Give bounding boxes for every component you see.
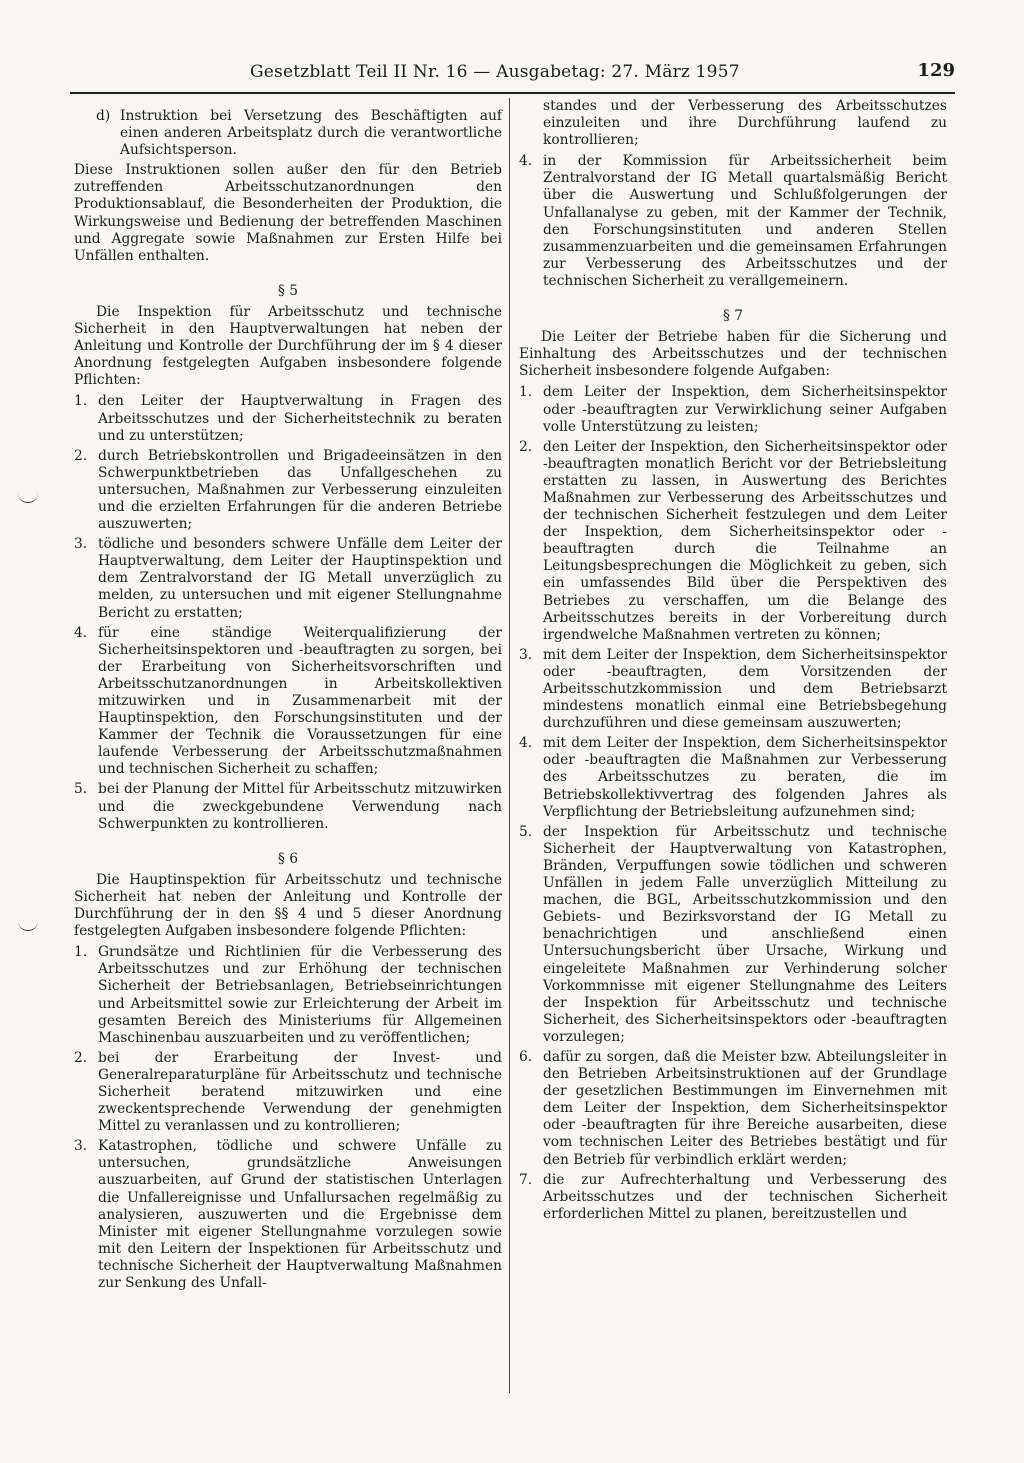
header-title: Gesetzblatt Teil II Nr. 16 — Ausgabetag: 27. März 1957 — [250, 62, 740, 82]
item-number: 7. — [519, 1171, 533, 1188]
list-item — [74, 944, 502, 1047]
column-divider — [509, 98, 510, 1393]
item-number: 3. — [519, 646, 533, 663]
item-number: 5. — [74, 781, 88, 798]
paragraph: Die Inspektion für Arbeitsschutz und technische Sicherheit in den Hauptverwaltungen hat neben der Anleitung und Kontrolle der Durchführung der im § 4 dieser Anordnung festgelegten Aufgaben insbesondere folgende Pflichten: — [74, 303, 502, 389]
list-item — [74, 448, 502, 533]
page-number: 129 — [917, 60, 955, 81]
item-text: in der Kommission für Arbeitssicherheit beim Zentralvorstand der IG Metall quartalsmäßig Bericht über die Auswertung und Schlußfolgerungen der Unfallanalyse zu geben, mit der Kammer der Technik, den Forschungsinstituten und anderen Stellen zusammenzuarbeiten und die gemeinsamen Erfahrungen zur Verbesserung des Arbeitsschutzes und der technischen Sicherheit zu verallgemeinern. — [543, 153, 947, 289]
list-item — [74, 625, 502, 779]
list-item — [74, 781, 502, 832]
list-item — [519, 647, 947, 732]
paragraph: Diese Instruktionen sollen außer den für den Betrieb zutreffenden Arbeitsschutzanordnungen den Produktionsablauf, die Besonderheiten der Produktion, die Wirkungsweise und Bedienung der betreffenden Maschinen und Aggregate sowie Maßnahmen zur Ersten Hilfe bei Unfällen enthalten. — [74, 162, 502, 264]
paragraph: standes und der Verbesserung des Arbeitsschutzes einzuleiten und ihre Durchführung laufend zu kontrollieren; — [543, 98, 947, 149]
item-text: mit dem Leiter der Inspektion, dem Sicherheitsinspektor oder -beauftragten, dem Vorsitzenden der Arbeitsschutzkommission und dem Betriebsarzt mindestens monatlich einmal eine Betriebsbegehung durchzuführen und diese gemeinsam auszuwerten; — [543, 646, 947, 732]
section-heading: § 6 — [277, 850, 299, 867]
item-number: 2. — [74, 447, 88, 464]
header-rule — [70, 92, 955, 94]
list-item — [519, 1049, 947, 1169]
item-text: tödliche und besonders schwere Unfälle dem Leiter der Hauptverwaltung, dem Leiter der Hauptinspektion und dem Zentralvorstand der IG Metall unverzüglich zu melden, zu untersuchen und mit eigener Stellungnahme Bericht zu erstatten; — [98, 536, 502, 621]
item-text: dem Leiter der Inspektion, dem Sicherheitsinspektor oder -beauftragten zur Verwirklichung seiner Aufgaben volle Unterstützung zu leisten; — [543, 384, 947, 435]
list-item — [519, 384, 947, 435]
item-text: durch Betriebskontrollen und Brigadeeinsätzen in den Schwerpunktbetrieben das Unfallgeschehen zu untersuchen, Maßnahmen zur Verbesserung einzuleiten und die erzielten Erfahrungen für die anderen Betriebe auszuwerten; — [98, 447, 502, 533]
list-item — [74, 1050, 502, 1135]
item-number: 3. — [74, 536, 88, 553]
list-item — [519, 735, 947, 820]
list-item — [74, 536, 502, 621]
item-number: 3. — [74, 1138, 88, 1155]
list-item — [519, 1172, 947, 1223]
right-column — [519, 98, 947, 1226]
left-column — [74, 108, 502, 1295]
section-heading: § 5 — [277, 282, 299, 299]
item-number: 1. — [519, 384, 533, 401]
item-number: 2. — [74, 1049, 88, 1066]
item-text: Instruktion bei Versetzung des Beschäftigten auf einen anderen Arbeitsplatz durch die verantwortliche Aufsichtsperson. — [120, 108, 502, 159]
item-text: den Leiter der Inspektion, den Sicherheitsinspektor oder -beauftragten monatlich Bericht vor der Betriebsleitung erstatten zu lassen, in Auswertung des Berichtes Maßnahmen zur Verbesserung des Arbeitsschutzes und der technischen Sicherheit festzulegen und dem Leiter der Inspektion, dem Sicherheitsinspektor oder -beauftragten durch die Teilnahme an Leitungsbesprechungen die Möglichkeit zu geben, sich ein umfassendes Bild über die Perspektiven des Betriebes zu verschaffen, um die Belange des Arbeitsschutzes bereits in der Vorbereitung durch irgendwelche Maßnahmen vertreten zu können; — [543, 438, 947, 643]
item-text: für eine ständige Weiterqualifizierung der Sicherheitsinspektoren und -beauftragten zu sorgen, bei der Erarbeitung von Sicherheitsvorschriften und Arbeitsschutzanordnungen in Arbeitskollektiven mitzuwirken und in Zusammenarbeit mit der Hauptinspektion, den Forschungsinstituten und der Kammer der Technik die Voraussetzungen für eine laufende Verbesserung der Arbeitsschutzmaßnahmen und technischen Sicherheit zu schaffen; — [98, 624, 502, 778]
paragraph: Die Leiter der Betriebe haben für die Sicherung und Einhaltung des Arbeitsschutzes und der technischen Sicherheit insbesondere folgende Aufgaben: — [519, 329, 947, 380]
item-text: bei der Erarbeitung der Invest- und Generalreparaturpläne für Arbeitsschutz und technische Sicherheit beratend mitzuwirken und eine zweckentsprechende Verwendung der genehmigten Mittel zu veranlassen und zu kontrollieren; — [98, 1049, 502, 1135]
item-text: die zur Aufrechterhaltung und Verbesserung des Arbeitsschutzes und der technischen Sicherheit erforderlichen Mittel zu planen, bereitzustellen und — [543, 1171, 947, 1222]
section-heading: § 7 — [722, 308, 744, 325]
margin-mark — [18, 492, 38, 503]
list-item — [74, 1138, 502, 1292]
item-text: dafür zu sorgen, daß die Meister bzw. Abteilungsleiter in den Betrieben Arbeitsinstruktionen auf der Grundlage der gesetzlichen Bestimmungen im Einvernehmen mit dem Leiter der Inspektion, dem Sicherheitsinspektor oder -beauftragten für ihre Bereiche ausarbeiten, diese vom technischen Leiter des Betriebes bestätigt und für den Betrieb für verbindlich erklärt werden; — [543, 1048, 947, 1168]
item-number: 1. — [74, 944, 88, 961]
margin-mark — [18, 920, 38, 931]
item-text: Katastrophen, tödliche und schwere Unfälle zu untersuchen, grundsätzliche Anweisungen auszuarbeiten, auf Grund der statistischen Unterlagen die Unfallereignisse und Unfallursachen regelmäßig zu analysieren, auszuwerten und die Ergebnisse dem Minister mit eigener Stellungnahme vorzulegen sowie mit den Leitern der Inspektionen für Arbeitsschutz und technische Sicherheit der Hauptverwaltung Maßnahmen zur Senkung des Unfall- — [98, 1138, 502, 1291]
item-number: 1. — [74, 393, 88, 410]
list-item — [519, 439, 947, 644]
list-item — [519, 824, 947, 1046]
item-number: 4. — [519, 735, 533, 752]
item-number: 2. — [519, 438, 533, 455]
item-number: d) — [96, 108, 111, 124]
item-text: Grundsätze und Richtlinien für die Verbesserung des Arbeitsschutzes und zur Erhöhung der technischen Sicherheit der Betriebsanlagen, Betriebseinrichtungen und Arbeitsmittel sowie zur Erleichterung der Arbeit im gesamten Bereich des Ministeriums für Allgemeinen Maschinenbau auszuarbeiten und zu veröffentlichen; — [98, 944, 502, 1046]
item-text: den Leiter der Hauptverwaltung in Fragen des Arbeitsschutzes und der Sicherheitstechnik zu beraten und zu unterstützen; — [98, 393, 502, 444]
item-text: der Inspektion für Arbeitsschutz und technische Sicherheit der Hauptverwaltung von Katastrophen, Bränden, Verpuffungen sowie tödlichen und schweren Unfällen in jedem Falle unverzüglich Mitteilung zu machen, die BGL, Arbeitsschutzkommission und den Gebiets- und Bezirksvorstand der IG Metall zu benachrichtigen und anschließend einen Untersuchungsbericht über Ursache, Wirkung und eingeleitete Maßnahmen zur Verhinderung solcher Vorkommnisse mit eigener Stellungnahme des Leiters der Inspektion für Arbeitsschutz und technische Sicherheit, des Sicherheitsinspektors oder -beauftragten vorzulegen; — [543, 823, 947, 1045]
item-number: 4. — [519, 153, 533, 170]
item-text: mit dem Leiter der Inspektion, dem Sicherheitsinspektor oder -beauftragten die Maßnahmen zur Verbesserung des Arbeitsschutzes zu beraten, die im Betriebskollektivvertrag des folgenden Jahres als Verpflichtung der Betriebsleitung aufzunehmen sind; — [543, 735, 947, 820]
item-number: 4. — [74, 624, 88, 641]
item-number: 6. — [519, 1048, 533, 1065]
paragraph: Die Hauptinspektion für Arbeitsschutz und technische Sicherheit hat neben der Anleitung und Kontrolle der Durchführung der in den §§ 4 und 5 dieser Anordnung festgelegten Aufgaben insbesondere folgende Pflichten: — [74, 871, 502, 940]
item-number: 5. — [519, 823, 533, 840]
page-header — [70, 58, 955, 88]
item-text: bei der Planung der Mittel für Arbeitsschutz mitzuwirken und die zweckgebundene Verwendung nach Schwerpunkten zu kontrollieren. — [98, 781, 502, 832]
list-item — [74, 393, 502, 444]
list-item — [519, 153, 947, 290]
list-item — [74, 108, 502, 159]
